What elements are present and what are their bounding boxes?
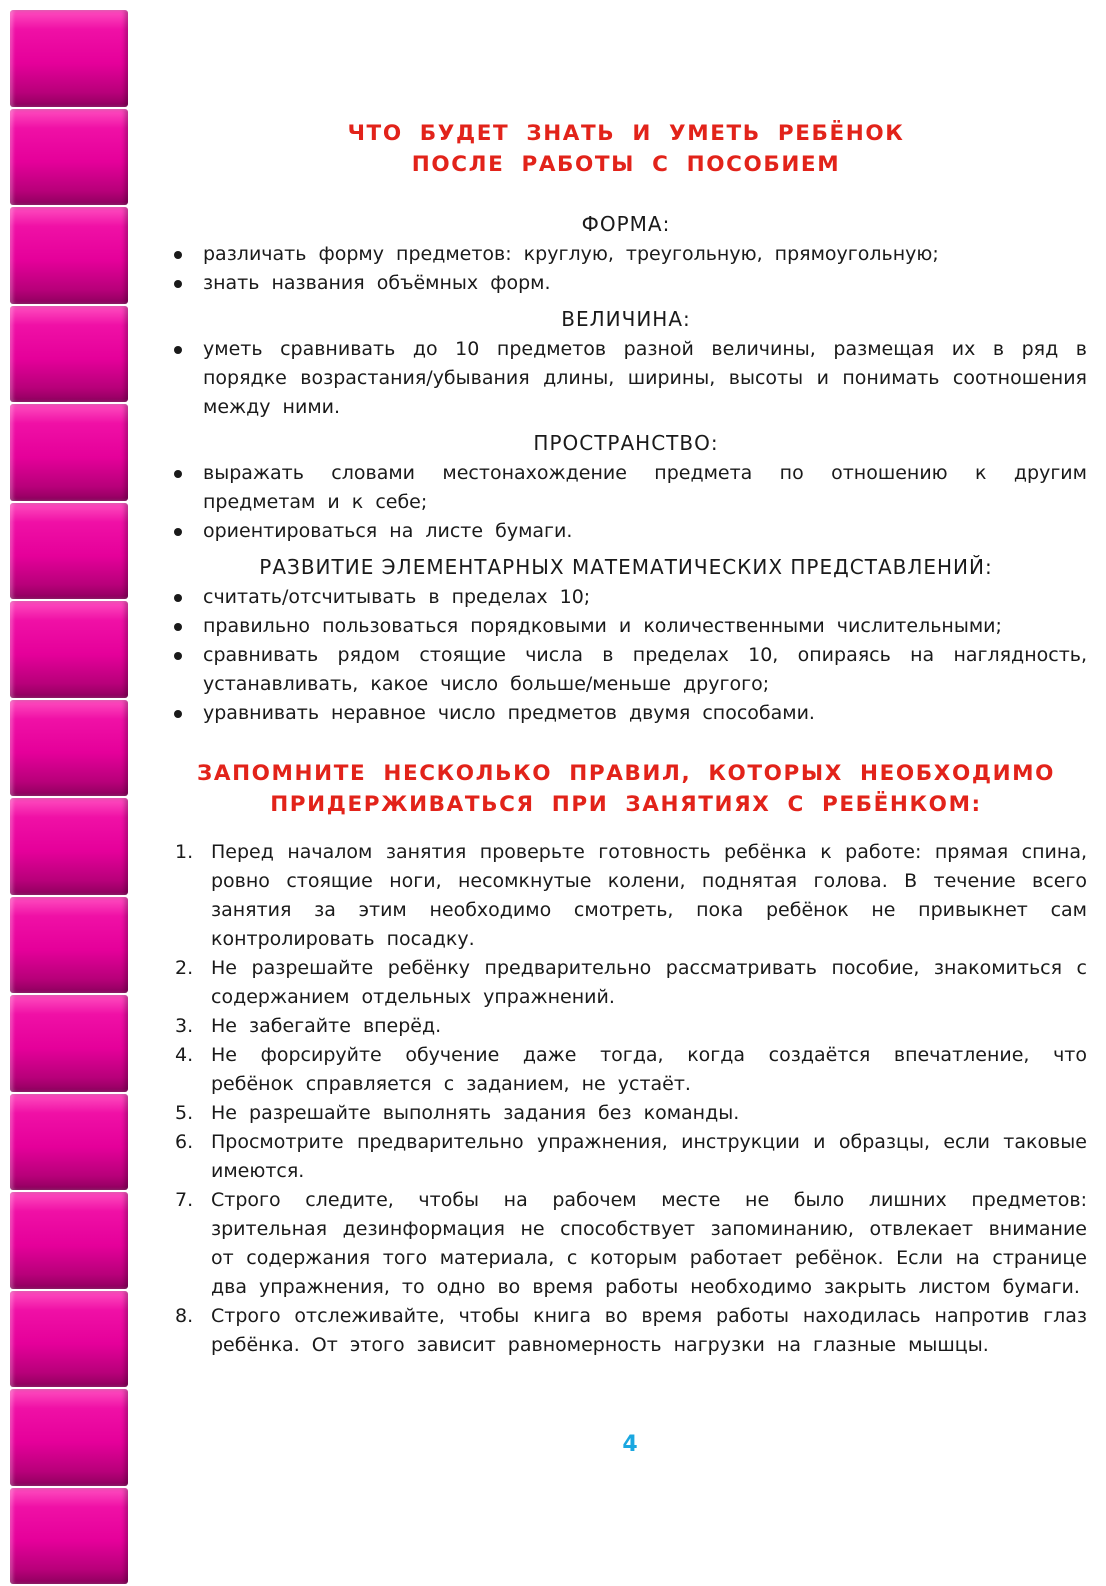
rule-item [165,1128,1087,1186]
rule-text: Перед началом занятия проверьте готовность ребёнка к работе: прямая спина, ровно стоящие ноги, несомкнутые колени, поднятая голова. В течение всего занятия за этим необходимо смотреть, пока ребёнок не привыкнет сам контролировать посадку. [211,841,1087,950]
rule-text: Строго отслеживайте, чтобы книга во время работы находилась напротив глаз ребёнка. От этого зависит равномерность нагрузки на глазные мышцы. [211,1305,1087,1356]
bullet-item: знать названия объёмных форм. [165,269,1087,298]
strip-tile [10,995,128,1092]
bullet-list [165,240,1087,298]
bullet-item: сравнивать рядом стоящие числа в пределах 10, опираясь на наглядность, устанавливать, какое число больше/меньше другого; [165,641,1087,699]
rule-number: 7. [175,1189,194,1211]
strip-tile [10,207,128,304]
rule-text: Не форсируйте обучение даже тогда, когда создаётся впечатление, что ребёнок справляется с заданием, не устаёт. [211,1044,1087,1095]
strip-tile [10,109,128,206]
strip-tile [10,503,128,600]
bullet-item: выражать словами местонахождение предмета по отношению к другим предметам и к себе; [165,459,1087,517]
groups-container [165,210,1087,728]
strip-tile [10,10,128,107]
rule-text: Не разрешайте выполнять задания без команды. [211,1102,740,1124]
section2-title-line1: ЗАПОМНИТЕ НЕСКОЛЬКО ПРАВИЛ, КОТОРЫХ НЕОБХОДИМО [196,761,1056,786]
strip-tile [10,897,128,994]
strip-tile [10,306,128,403]
decorative-side-strip [10,10,128,1586]
rule-number: 8. [175,1305,194,1327]
rule-item [165,1186,1087,1302]
bullet-item: уметь сравнивать до 10 предметов разной величины, размещая их в ряд в порядке возрастания/убывания длины, ширины, высоты и понимать соотношения между ними. [165,335,1087,422]
rule-number: 5. [175,1102,194,1124]
group-heading: ФОРМА: [581,212,671,236]
bullet-item: считать/отсчитывать в пределах 10; [165,583,1087,612]
rule-text: Не забегайте вперёд. [211,1015,442,1037]
rule-text: Не разрешайте ребёнку предварительно рассматривать пособие, знакомиться с содержанием отдельных упражнений. [211,957,1087,1008]
rule-number: 1. [175,841,194,863]
bullet-item: ориентироваться на листе бумаги. [165,517,1087,546]
rule-item [165,954,1087,1012]
section1-title-line1: ЧТО БУДЕТ ЗНАТЬ И УМЕТЬ РЕБЁНОК [347,121,905,146]
rule-item [165,1012,1087,1041]
rule-number: 3. [175,1015,194,1037]
rule-item [165,1041,1087,1099]
rule-number: 4. [175,1044,194,1066]
bullet-item: правильно пользоваться порядковыми и количественными числительными; [165,612,1087,641]
bullet-list [165,583,1087,728]
rule-item [165,1302,1087,1360]
bullet-item: различать форму предметов: круглую, треугольную, прямоугольную; [165,240,1087,269]
strip-tile [10,798,128,895]
strip-tile [10,1094,128,1191]
bullet-list [165,459,1087,546]
rule-number: 2. [175,957,194,979]
section2-title [165,758,1087,820]
bullet-list [165,335,1087,422]
page-number: 4 [622,1432,638,1457]
group-heading: ПРОСТРАНСТВО: [533,431,719,455]
section1-title-line2: ПОСЛЕ РАБОТЫ С ПОСОБИЕМ [411,152,841,177]
section2-title-line2: ПРИДЕРЖИВАТЬСЯ ПРИ ЗАНЯТИЯХ С РЕБЁНКОМ: [270,792,982,817]
rule-item [165,838,1087,954]
strip-tile [10,601,128,698]
page-content [165,118,1087,1360]
strip-tile [10,1192,128,1289]
group-heading: ВЕЛИЧИНА: [561,307,691,331]
rule-text: Просмотрите предварительно упражнения, инструкции и образцы, если таковые имеются. [211,1131,1087,1182]
rule-number: 6. [175,1131,194,1153]
strip-tile [10,404,128,501]
rule-item [165,1099,1087,1128]
group-heading: РАЗВИТИЕ ЭЛЕМЕНТАРНЫХ МАТЕМАТИЧЕСКИХ ПРЕДСТАВЛЕНИЙ: [259,555,993,579]
strip-tile [10,1291,128,1388]
bullet-item: уравнивать неравное число предметов двумя способами. [165,699,1087,728]
rule-text: Строго следите, чтобы на рабочем месте не было лишних предметов: зрительная дезинформация не способствует запоминанию, отвлекает внимание от содержания того материала, с которым работает ребёнок. Если на странице два упражнения, то одно во время работы необходимо закрыть листом бумаги. [211,1189,1087,1298]
strip-tile [10,1488,128,1585]
section1-title [165,118,1087,180]
rules-list [165,838,1087,1360]
strip-tile [10,700,128,797]
